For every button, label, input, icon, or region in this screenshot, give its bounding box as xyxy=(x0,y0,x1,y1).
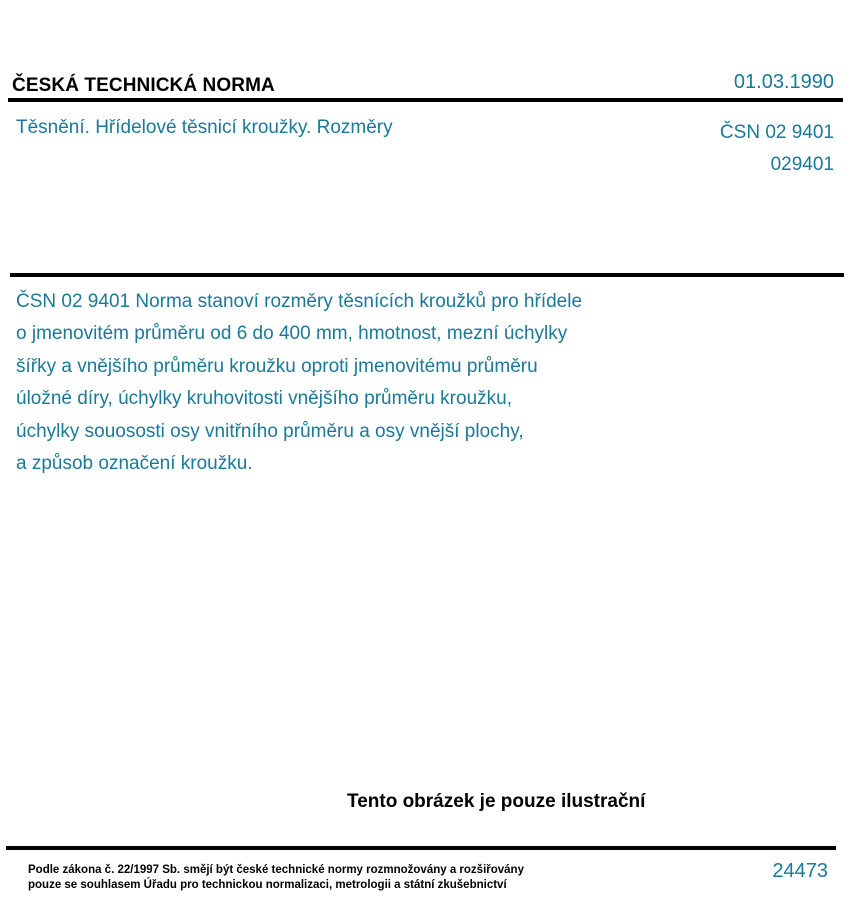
abstract-text xyxy=(16,286,676,480)
standard-codes xyxy=(720,117,834,181)
document-subtitle: Těsnění. Hřídelové těsnicí kroužky. Rozměry xyxy=(16,117,393,138)
legal-notice xyxy=(28,863,524,893)
abstract-line: úchylky souososti osy vnitřního průměru a osy vnější plochy, xyxy=(16,420,524,442)
bottom-divider xyxy=(6,846,836,850)
standard-code: ČSN 02 9401 xyxy=(719,122,834,143)
standard-heading: ČESKÁ TECHNICKÁ NORMA xyxy=(12,75,275,96)
top-divider xyxy=(8,98,843,102)
legal-notice-line-2: pouze se souhlasem Úřadu pro technickou normalizaci, metrologii a státní zkušebnictví xyxy=(28,879,507,891)
abstract-line: šířky a vnějšího průměru kroužku oproti jmenovitému průměru xyxy=(16,355,538,377)
legal-notice-line-1: Podle zákona č. 22/1997 Sb. smějí být české technické normy rozmnožovány a rozšiřovány xyxy=(28,864,524,876)
abstract-line: ČSN 02 9401 Norma stanoví rozměry těsnících kroužků pro hřídele xyxy=(16,291,583,312)
illustration-notice: Tento obrázek je pouze ilustrační xyxy=(347,791,646,812)
abstract-line: a způsob označení kroužku. xyxy=(16,453,253,475)
abstract-line: úložné díry, úchylky kruhovitosti vnějšího průměru kroužku, xyxy=(16,388,512,410)
catalog-number: 029401 xyxy=(770,154,834,175)
middle-divider xyxy=(10,273,844,277)
abstract-line: o jmenovitém průměru od 6 do 400 mm, hmotnost, mezní úchylky xyxy=(16,323,568,345)
effective-date: 01.03.1990 xyxy=(733,71,834,93)
page-number: 24473 xyxy=(772,860,828,882)
